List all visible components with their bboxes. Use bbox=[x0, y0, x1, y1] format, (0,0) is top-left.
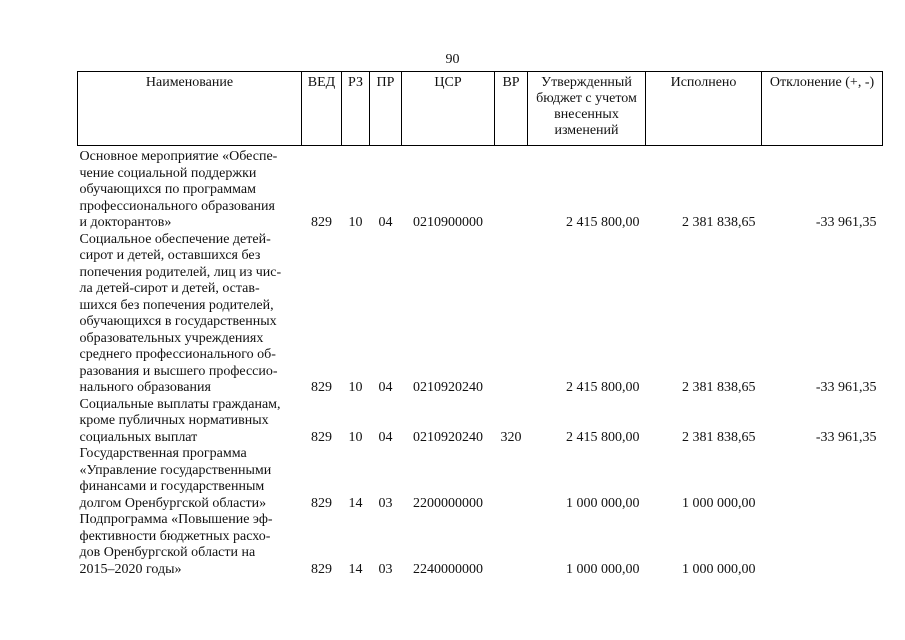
header-executed: Исполнено bbox=[646, 72, 762, 146]
row-ved: 829 bbox=[311, 495, 332, 511]
page-number: 90 bbox=[445, 52, 460, 67]
row-csr: 0210920240 bbox=[413, 380, 483, 395]
table-row bbox=[78, 232, 883, 397]
row-executed: 2 381 838,65 bbox=[682, 380, 756, 395]
row-pr: 04 bbox=[378, 380, 393, 395]
row-pr: 03 bbox=[378, 495, 393, 511]
header-deviation: Отклонение (+, -) bbox=[762, 72, 883, 146]
row-rz: 10 bbox=[348, 380, 363, 395]
row-name: Основное мероприятие «Обеспе- чение социальной поддержки обучающихся по программам профессионального образования и докторантов» bbox=[79, 149, 278, 230]
row-deviation: -33 961,35 bbox=[815, 429, 877, 445]
header-csr: ЦСР bbox=[402, 72, 495, 146]
header-ved: ВЕД bbox=[302, 72, 342, 146]
header-pr: ПР bbox=[370, 72, 402, 146]
row-executed: 1 000 000,00 bbox=[682, 561, 756, 577]
row-csr: 0210900000 bbox=[413, 215, 483, 230]
row-ved: 829 bbox=[311, 380, 332, 395]
budget-table bbox=[77, 71, 883, 578]
header-name: Наименование bbox=[78, 72, 302, 146]
row-approved: 2 415 800,00 bbox=[566, 380, 640, 395]
table-row bbox=[78, 149, 883, 232]
row-executed: 1 000 000,00 bbox=[682, 495, 756, 511]
row-approved: 1 000 000,00 bbox=[566, 561, 640, 577]
row-ved: 829 bbox=[311, 429, 332, 445]
row-vr bbox=[495, 232, 528, 397]
row-pr: 04 bbox=[378, 429, 393, 445]
row-executed: 2 381 838,65 bbox=[682, 429, 756, 445]
row-rz: 10 bbox=[348, 215, 363, 230]
header-rz: РЗ bbox=[342, 72, 370, 146]
row-rz: 14 bbox=[348, 495, 363, 511]
table-row bbox=[78, 397, 883, 447]
row-vr: 320 bbox=[500, 429, 522, 445]
header-vr: ВР bbox=[495, 72, 528, 146]
row-pr: 03 bbox=[378, 561, 393, 577]
row-approved: 2 415 800,00 bbox=[566, 215, 640, 230]
row-deviation bbox=[762, 446, 883, 512]
row-csr: 2200000000 bbox=[413, 495, 483, 511]
row-deviation bbox=[762, 512, 883, 578]
table-row bbox=[78, 446, 883, 512]
row-rz: 14 bbox=[348, 561, 363, 577]
table-row bbox=[78, 512, 883, 578]
row-csr: 0210920240 bbox=[413, 429, 483, 445]
row-name: Подпрограмма «Повышение эф- фективности бюджетных расхо- дов Оренбургской области на 2015–2020 годы» bbox=[79, 512, 273, 577]
row-ved: 829 bbox=[311, 561, 332, 577]
row-csr: 2240000000 bbox=[413, 561, 483, 577]
header-approved: Утвержденный бюджет с учетом внесенных изменений bbox=[528, 72, 646, 146]
table-header-row bbox=[78, 72, 883, 146]
row-deviation: -33 961,35 bbox=[815, 380, 877, 395]
row-approved: 2 415 800,00 bbox=[566, 429, 640, 445]
row-pr: 04 bbox=[378, 215, 393, 230]
row-executed: 2 381 838,65 bbox=[682, 215, 756, 230]
row-name: Социальное обеспечение детей- сирот и детей, оставшихся без попечения родителей, лиц из чис- ла детей-сирот и детей, остав- шихся без попечения родителей, обучающихся в государственных образовательных учреждениях среднего профессионального об- разования и высшего профессио- нального образования bbox=[79, 231, 282, 395]
row-vr bbox=[495, 512, 528, 578]
row-approved: 1 000 000,00 bbox=[566, 495, 640, 511]
row-ved: 829 bbox=[311, 215, 332, 230]
row-vr bbox=[495, 149, 528, 232]
row-deviation: -33 961,35 bbox=[815, 215, 877, 230]
row-name: Государственная программа «Управление государственными финансами и государственным долгом Оренбургской области» bbox=[79, 446, 272, 511]
row-rz: 10 bbox=[348, 429, 363, 445]
row-vr bbox=[495, 446, 528, 512]
row-name: Социальные выплаты гражданам, кроме публичных нормативных социальных выплат bbox=[79, 396, 281, 445]
